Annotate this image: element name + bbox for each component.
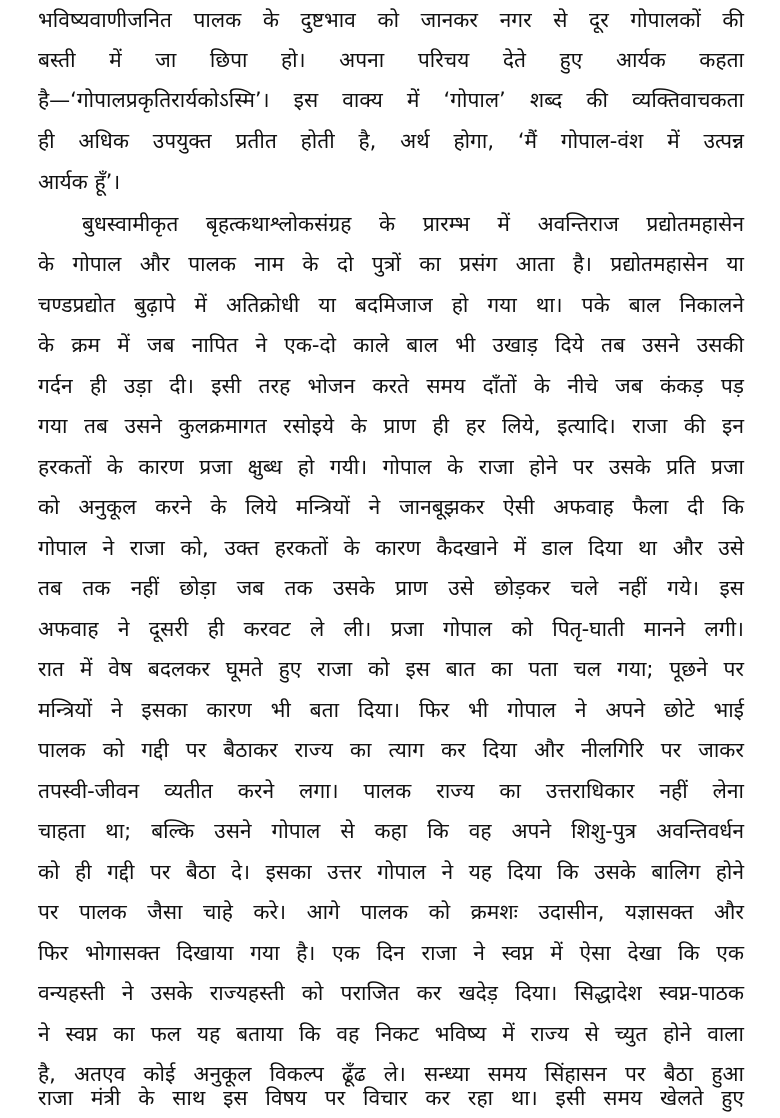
text-line: रात में वेष बदलकर घूमते हुए राजा को इस बात का पता चल गया; पूछने पर [38, 657, 744, 681]
text-line: गया तब उसने कुलक्रमागत रसोइये के प्राण ही हर लिये, इत्यादि। राजा की इन [38, 414, 744, 438]
text-line: पर पालक जैसा चाहे करे। आगे पालक को क्रमशः उदासीन, यज्ञासक्त और [38, 900, 744, 924]
text-line: बस्ती में जा छिपा हो। अपना परिचय देते हुए आर्यक कहता [38, 48, 744, 72]
text-line: है, अतएव कोई अनुकूल विकल्प ढूँढ ले। सन्ध्या समय सिंहासन पर बैठा हुआ [38, 1062, 744, 1086]
text-line: राजा मंत्री के साथ इस विषय पर विचार कर रहा था। इसी समय खेलते हुए [38, 1086, 744, 1110]
text-line: आर्यक हूँ’। [38, 170, 121, 194]
text-line: के गोपाल और पालक नाम के दो पुत्रों का प्रसंग आता है। प्रद्योतमहासेन या [38, 252, 744, 276]
text-line: को ही गद्दी पर बैठा दे। इसका उत्तर गोपाल ने यह दिया कि उसके बालिग होने [38, 860, 744, 884]
text-line: गर्दन ही उड़ा दी। इसी तरह भोजन करते समय दाँतों के नीचे जब कंकड़ पड़ [38, 374, 744, 398]
text-line: के क्रम में जब नापित ने एक-दो काले बाल भी उखाड़ दिये तब उसने उसकी [38, 333, 744, 357]
text-line: है—‘गोपालप्रकृतिरार्यकोऽस्मि’। इस वाक्य में ‘गोपाल’ शब्द की व्यक्तिवाचकता [38, 88, 744, 112]
text-line: पालक को गद्दी पर बैठाकर राज्य का त्याग कर दिया और नीलगिरि पर जाकर [38, 738, 744, 762]
text-line: हरकतों के कारण प्रजा क्षुब्ध हो गयी। गोपाल के राजा होने पर उसके प्रति प्रजा [38, 455, 744, 479]
text-line: भविष्यवाणीजनित पालक के दुष्टभाव को जानकर नगर से दूर गोपालकों की [38, 8, 744, 32]
text-line: चण्डप्रद्योत बुढ़ापे में अतिक्रोधी या बदमिजाज हो गया था। पके बाल निकालने [38, 293, 744, 317]
text-line: गोपाल ने राजा को, उक्त हरकतों के कारण कैदखाने में डाल दिया था और उसे [38, 536, 744, 560]
text-line: तपस्वी-जीवन व्यतीत करने लगा। पालक राज्य का उत्तराधिकार नहीं लेना [38, 779, 744, 803]
text-line: तब तक नहीं छोड़ा जब तक उसके प्राण उसे छोड़कर चले नहीं गये। इस [38, 576, 744, 600]
text-line: बुधस्वामीकृत बृहत्कथाश्लोकसंग्रह के प्रारम्भ में अवन्तिराज प्रद्योतमहासेन [82, 212, 744, 236]
text-line: ही अधिक उपयुक्त प्रतीत होती है, अर्थ होगा, ‘मैं गोपाल-वंश में उत्पन्न [38, 129, 744, 153]
text-line: को अनुकूल करने के लिये मन्त्रियों ने जानबूझकर ऐसी अफवाह फैला दी कि [38, 495, 744, 519]
text-line: वन्यहस्ती ने उसके राज्यहस्ती को पराजित कर खदेड़ दिया। सिद्धादेश स्वप्न-पाठक [38, 981, 744, 1005]
text-line: फिर भोगासक्त दिखाया गया है। एक दिन राजा ने स्वप्न में ऐसा देखा कि एक [38, 941, 744, 965]
text-line: ने स्वप्न का फल यह बताया कि वह निकट भविष्य में राज्य से च्युत होने वाला [38, 1022, 744, 1046]
text-line: चाहता था; बल्कि उसने गोपाल से कहा कि वह अपने शिशु-पुत्र अवन्तिवर्धन [38, 819, 744, 843]
text-line: अफवाह ने दूसरी ही करवट ले ली। प्रजा गोपाल को पितृ-घाती मानने लगी। [38, 617, 744, 641]
text-line: मन्त्रियों ने इसका कारण भी बता दिया। फिर भी गोपाल ने अपने छोटे भाई [38, 698, 744, 722]
